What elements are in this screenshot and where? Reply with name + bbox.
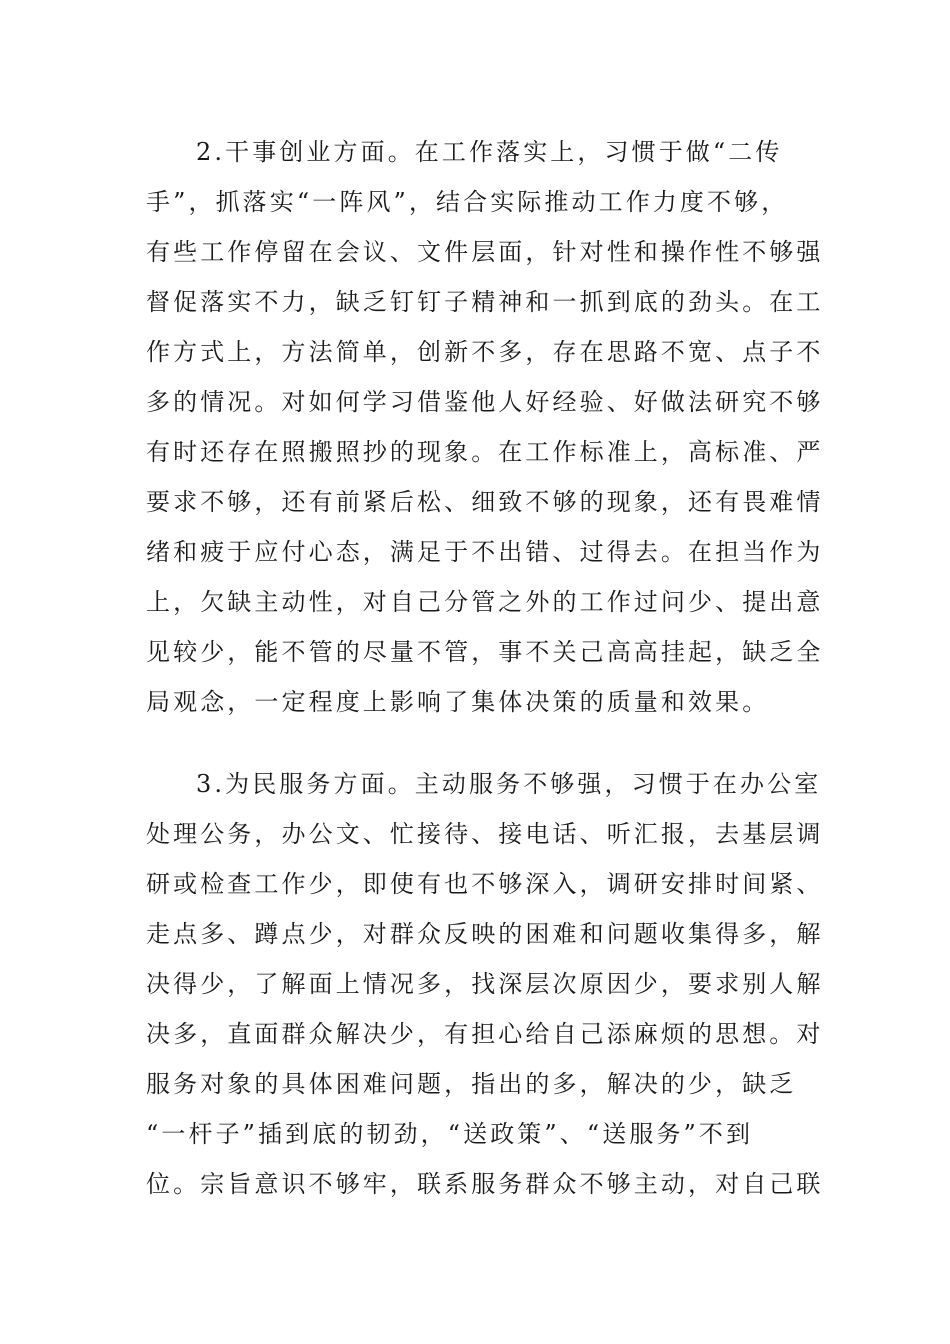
paragraph-line: 有些工作停留在会议、文件层面，针对性和操作性不够强 <box>146 238 824 266</box>
paragraph-line: 局观念，一定程度上影响了集体决策的质量和效果。 <box>146 688 770 716</box>
paragraph-line: 上，欠缺主动性，对自己分管之外的工作过问少、提出意 <box>146 588 824 616</box>
paragraph-line: 要求不够，还有前紧后松、细致不够的现象，还有畏难情 <box>146 488 824 516</box>
paragraph-line: 绪和疲于应付心态，满足于不出错、过得去。在担当作为 <box>146 538 824 566</box>
paragraph-line: 决得少，了解面上情况多，找深层次原因少，要求别人解 <box>146 970 824 998</box>
paragraph-line: 多的情况。对如何学习借鉴他人好经验、好做法研究不够 <box>146 388 824 416</box>
paragraph-line: 决多，直面群众解决少，有担心给自己添麻烦的思想。对 <box>146 1020 824 1048</box>
paragraph-line: 走点多、蹲点少，对群众反映的困难和问题收集得多，解 <box>146 920 824 948</box>
paragraph-section-3 <box>146 759 824 1209</box>
paragraph-line: 见较少，能不管的尽量不管，事不关己高高挂起，缺乏全 <box>146 638 824 666</box>
paragraph-line: 研或检查工作少，即使有也不够深入，调研安排时间紧、 <box>146 870 824 898</box>
paragraph-line: 有时还存在照搬照抄的现象。在工作标准上，高标准、严 <box>146 438 824 466</box>
paragraph-line: 手”，抓落实“一阵风”，结合实际推动工作力度不够， <box>146 188 789 216</box>
paragraph-line: 3.为民服务方面。主动服务不够强，习惯于在办公室 <box>196 770 822 798</box>
paragraph-line: 作方式上，方法简单，创新不多，存在思路不宽、点子不 <box>146 338 824 366</box>
paragraph-line: 2.干事创业方面。在工作落实上，习惯于做“二传 <box>196 138 783 166</box>
paragraph-line: “一杆子”插到底的韧劲，“送政策”、“送服务”不到 <box>146 1120 754 1148</box>
paragraph-line: 督促落实不力，缺乏钉钉子精神和一抓到底的劲头。在工 <box>146 288 824 316</box>
paragraph-section-2 <box>146 127 824 727</box>
paragraph-line: 位。宗旨意识不够牢，联系服务群众不够主动，对自己联 <box>146 1170 824 1198</box>
paragraph-line: 处理公务，办公文、忙接待、接电话、听汇报，去基层调 <box>146 820 824 848</box>
paragraph-line: 服务对象的具体困难问题，指出的多，解决的少，缺乏 <box>146 1070 797 1098</box>
